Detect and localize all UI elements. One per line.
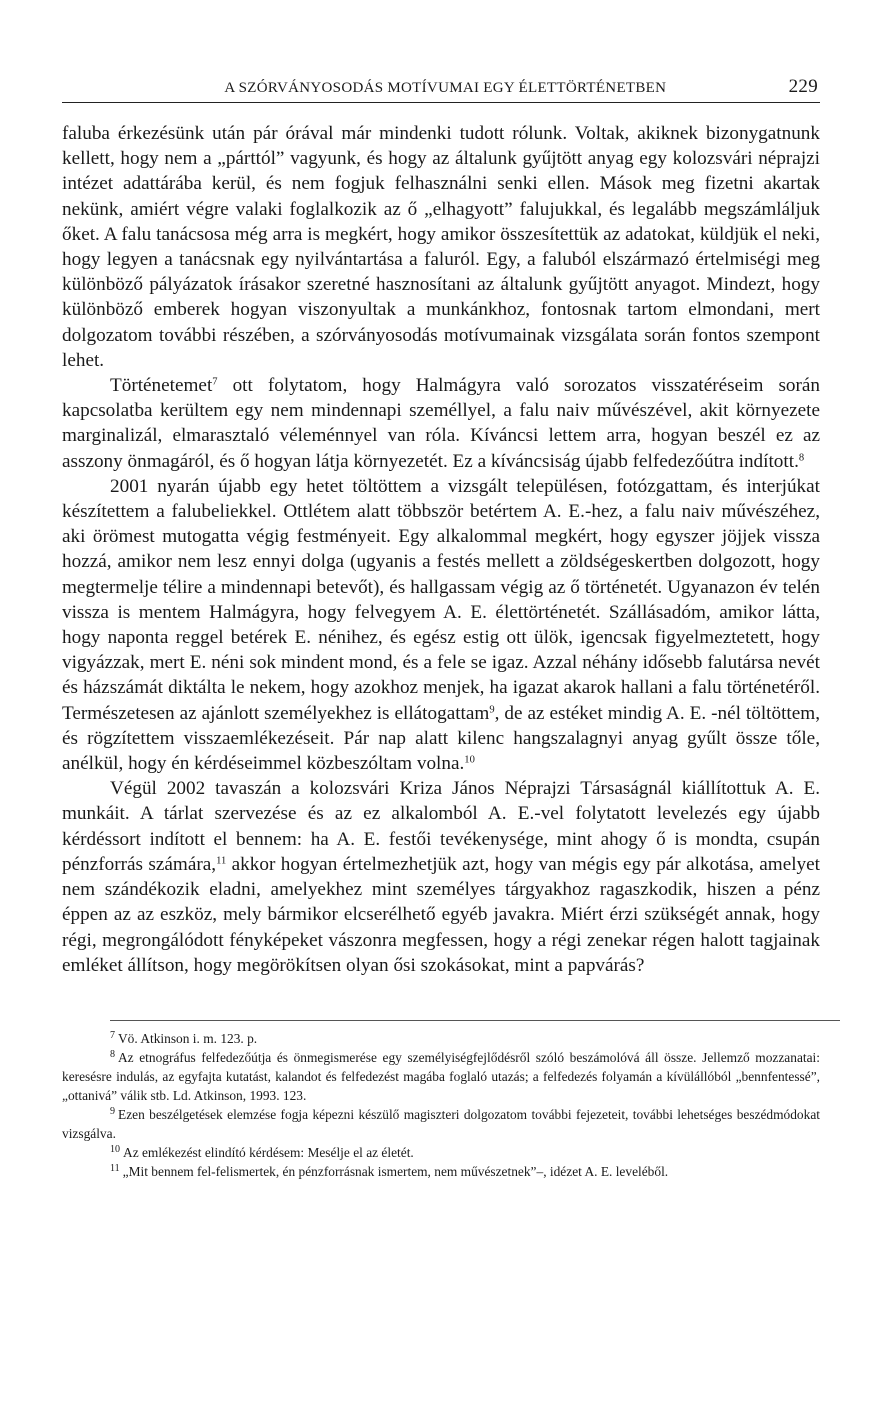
footnote-reference[interactable]: 9: [489, 704, 495, 716]
body-paragraph: [62, 121, 820, 373]
body-paragraph: [62, 373, 820, 474]
footnote-number: 10: [110, 1144, 121, 1156]
running-title: A SZÓRVÁNYOSODÁS MOTÍVUMAI EGY ÉLETTÖRTÉNETBEN: [224, 80, 667, 96]
paragraph-text: Végül 2002 tavaszán a kolozsvári Kriza János Néprajzi Társaságnál kiállítottuk A. E. munkáit. A tárlat szervezése és az ez alkalomból A. E.-vel folytatott levelezés egy újabb kérdéssort indított el bennem: ha A. E. festői tevékenysége, mint ahogy ő is mondta, csupán pénzforrás számára,: [62, 778, 820, 875]
footnote-number: 8: [110, 1049, 116, 1061]
footnote-text: Vö. Atkinson i. m. 123. p.: [118, 1030, 258, 1046]
body-paragraph: [62, 776, 820, 978]
footnote-divider: [110, 1020, 840, 1021]
paragraph-text: ott folytatom, hogy Halmágyra való sorozatos visszatéréseim során kapcsolatba kerültem egy nem mindennapi személlyel, a falu naiv művészével, akit környezete marginalizál, elmarasztaló véleménnyel van róla. Kíváncsi lettem arra, hogyan beszél ez az asszony önmagáról, és ő hogyan látja környezetét. Ez a kíváncsiság újabb felfedezőútra indított.: [62, 375, 820, 472]
body-paragraph: [62, 474, 820, 776]
paragraph-text: , de az estéket mindig A. E. -nél töltöttem, és rögzítettem visszaemlékezéseit. Pár nap alatt kilenc hangszalagnyi anyag gyűlt össze tőle, anélkül, hogy én kérdéseimmel közbeszóltam volna.: [62, 702, 820, 775]
paragraph-text: 2001 nyarán újabb egy hetet töltöttem a vizsgált településen, fotózgattam, és interjúkat készítettem a falubeliekkel. Ottlétem alatt többször betértem A. E.-hez, a falu naiv művészéhez, aki örömest mutogatta végig festményeit. Egy alkalommal megkért, hogy egyszer jöjjek vissza hozzá, amikor nem lesz ennyi dolga (ugyanis a festés mellett a zöldségeskertben dolgozott, hogy megtermelje télire a mindennapi betevőt), és hallgassam végig az ő történetét. Ugyanazon év telén vissza is mentem Halmágyra, hogy felvegyem A. E. élettörténetét. Szállásadóm, amikor látta, hogy naponta reggel betérek E. nénihez, és egész estig ott ülök, igencsak figyelmeztetett, hogy vigyázzak, mert E. néni sok mindent mond, és a fele se igaz. Azzal néhány idősebb falutársa nevét és házszámát diktálta le nekem, hogy azokhoz menjek, ha igazat akarok hallani a falu történetéről. Természetesen az ajánlott személyekhez is ellátogattam: [62, 475, 820, 724]
paragraph-text: akkor hogyan értelmezhetjük azt, hogy van mégis egy pár alkotása, amelyet nem szándékozik eladni, amelyekhez mint személyes tárgyakhoz ragaszkodik, hiszen a pénz éppen az az eszköz, mely bármikor elcserélhető egyéb javakra. Miért érzi szükségét annak, hogy régi, megrongálódott fényképeket vászonra megfessen, hogy a régi zenekar régen halott tagjainak emléket állítson, hogy megörökítsen olyan ősi szokásokat, mint a papvárás?: [62, 853, 820, 976]
footnote-text: Az etnográfus felfedezőútja és önmegismerése egy személyiségfejlődésről szóló beszámolóvá áll össze. Jellemző mozzanatai: keresésre indulás, az egyfajta kutatást, kalandot és felfedezést magába foglaló utazás; a felfedezés folyamán a kívülállóból „bennfentessé”, „ottanivá” válik stb. Ld. Atkinson, 1993. 123.: [62, 1049, 820, 1103]
footnote-number: 9: [110, 1106, 116, 1118]
footnote-reference[interactable]: 8: [798, 452, 805, 464]
footnote-text: Ezen beszélgetések elemzése fogja képezni készülő magiszteri dolgozatom további fejezeteit, további lehetséges beszédmódokat vizsgálva.: [62, 1106, 820, 1141]
paragraph-text: Történetemet: [110, 375, 213, 397]
footnote-reference[interactable]: 11: [216, 855, 227, 867]
footnote-number: 11: [110, 1163, 120, 1175]
footnotes: [62, 1029, 820, 1181]
body-text: [62, 121, 820, 978]
footnote: [62, 1143, 820, 1162]
footnote: [62, 1105, 820, 1143]
footnote-text: Az emlékezést elindító kérdésem: Mesélje el az életét.: [123, 1144, 414, 1160]
page-number: 229: [788, 76, 818, 97]
footnote-number: 7: [110, 1030, 116, 1042]
paragraph-text: faluba érkezésünk után pár órával már mindenki tudott rólunk. Voltak, akiknek bizonygatnunk kellett, hogy nem a „párttól” vagyunk, és hogy az általunk gyűjtött anyag egy kolozsvári néprajzi intézet adattárába kerül, és nem fogjuk felhasználni senki ellen. Mások meg fizetni akartak nekünk, amiért végre valaki foglalkozik az ő „elhagyott” falujukkal, és legalább megszámláljuk őket. A falu tanácsosa még arra is megkért, hogy amikor összesítettük az adatokat, küldjük el neki, hogy legyen a tanácsnak egy nyilvántartása a faluról. Egy, a faluból elszármazó értelmiségi meg különböző pályázatok írásakor szeretné hasznosítani az általunk gyűjtött anyagot. Mindezt, hogy különböző emberek hogyan viszonyultak a munkánkhoz, fontosnak tartom elmondani, mert dolgozatom további részében, a szórványosodás motívumainak vizsgálata során fontos szempont lehet.: [62, 123, 820, 371]
running-header: [62, 76, 820, 103]
footnote: [62, 1029, 820, 1048]
footnote: [62, 1162, 820, 1181]
footnote-reference[interactable]: 10: [464, 754, 475, 766]
footnote-reference[interactable]: 7: [212, 376, 218, 388]
footnote-text: „Mit bennem fel-felismertek, én pénzforrásnak ismertem, nem művészetnek”–, idézet A. E. leveléből.: [122, 1163, 669, 1179]
footnote: [62, 1048, 820, 1105]
